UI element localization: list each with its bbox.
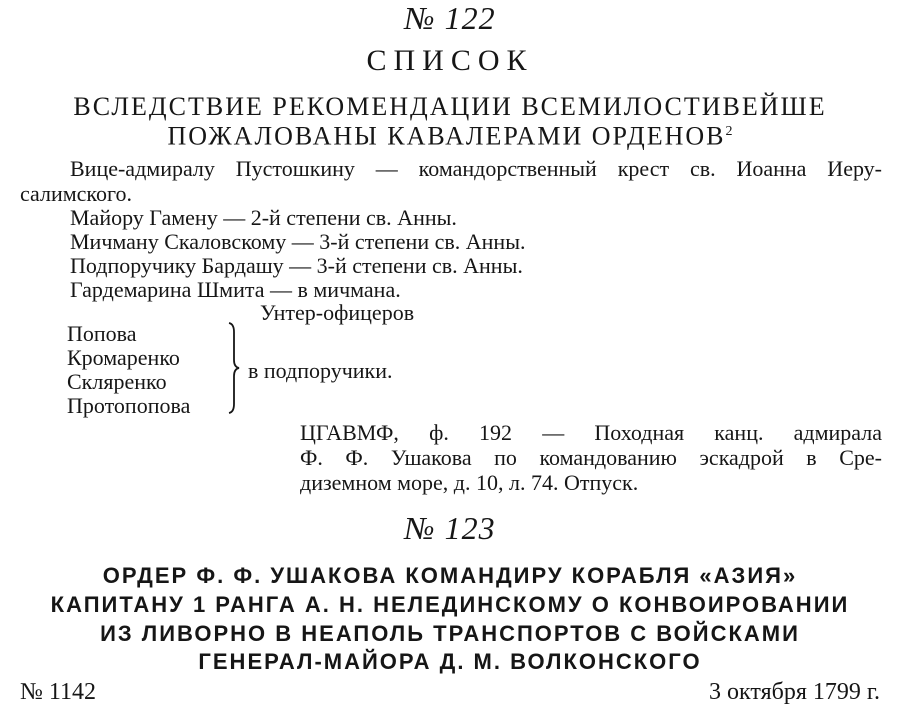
award-line-pustoshkin: Вице-адмиралу Пустошкину — командорственный крест св. Иоанна Иеру- <box>70 156 882 181</box>
name-item-sklyarenko: Скляренко <box>67 369 167 394</box>
order-title-line-3: ИЗ ЛИВОРНО В НЕАПОЛЬ ТРАНСПОРТОВ С ВОЙСКАМИ <box>100 621 800 646</box>
promotion-text: в подпоручики. <box>248 358 393 383</box>
order-title-line-4: ГЕНЕРАЛ-МАЙОРА Д. М. ВОЛКОНСКОГО <box>198 649 702 674</box>
order-title-line-2: КАПИТАНУ 1 РАНГА А. Н. НЕЛЕДИНСКОМУ О КОНВОИРОВАНИИ <box>50 592 850 617</box>
document-number-123: № 123 <box>404 510 496 546</box>
award-line-shmit: Гардемарина Шмита — в мичмана. <box>70 277 401 302</box>
footnote-marker: 2 <box>725 124 733 139</box>
caption-line-1: ВСЛЕДСТВИЕ РЕКОМЕНДАЦИИ ВСЕМИЛОСТИВЕЙШЕ <box>73 92 827 121</box>
list-title: СПИСОК <box>366 44 534 77</box>
name-item-popov: Попова <box>67 321 137 346</box>
order-date: 3 октября 1799 г. <box>709 679 880 705</box>
order-number: № 1142 <box>20 679 97 705</box>
archive-line-3: диземном море, д. 10, л. 74. Отпуск. <box>300 470 639 495</box>
document-number-122: № 122 <box>404 0 496 36</box>
order-title-line-1: ОРДЕР Ф. Ф. УШАКОВА КОМАНДИРУ КОРАБЛЯ «АЗИЯ» <box>102 563 798 588</box>
caption-line-2-text: ПОЖАЛОВАНЫ КАВАЛЕРАМИ ОРДЕНОВ <box>167 121 726 151</box>
award-line-skalovsky: Мичману Скаловскому — 3-й степени св. Анны. <box>70 229 526 254</box>
name-item-protopopov: Протопопова <box>67 393 191 418</box>
caption-line-2 <box>0 117 900 152</box>
award-line-gamen: Майору Гамену — 2-й степени св. Анны. <box>70 205 457 230</box>
archive-line-1: ЦГАВМФ, ф. 192 — Походная канц. адмирала <box>300 420 882 445</box>
archive-line-2: Ф. Ф. Ушакова по командованию эскадрой в Сре- <box>300 445 882 470</box>
curly-brace-icon <box>227 322 241 414</box>
award-line-pustoshkin-cont: салимского. <box>20 181 132 206</box>
name-item-kromarenko: Кромаренко <box>67 345 180 370</box>
subheading-nco: Унтер-офицеров <box>260 300 415 325</box>
award-line-bardash: Подпоручику Бардашу — 3-й степени св. Анны. <box>70 253 523 278</box>
